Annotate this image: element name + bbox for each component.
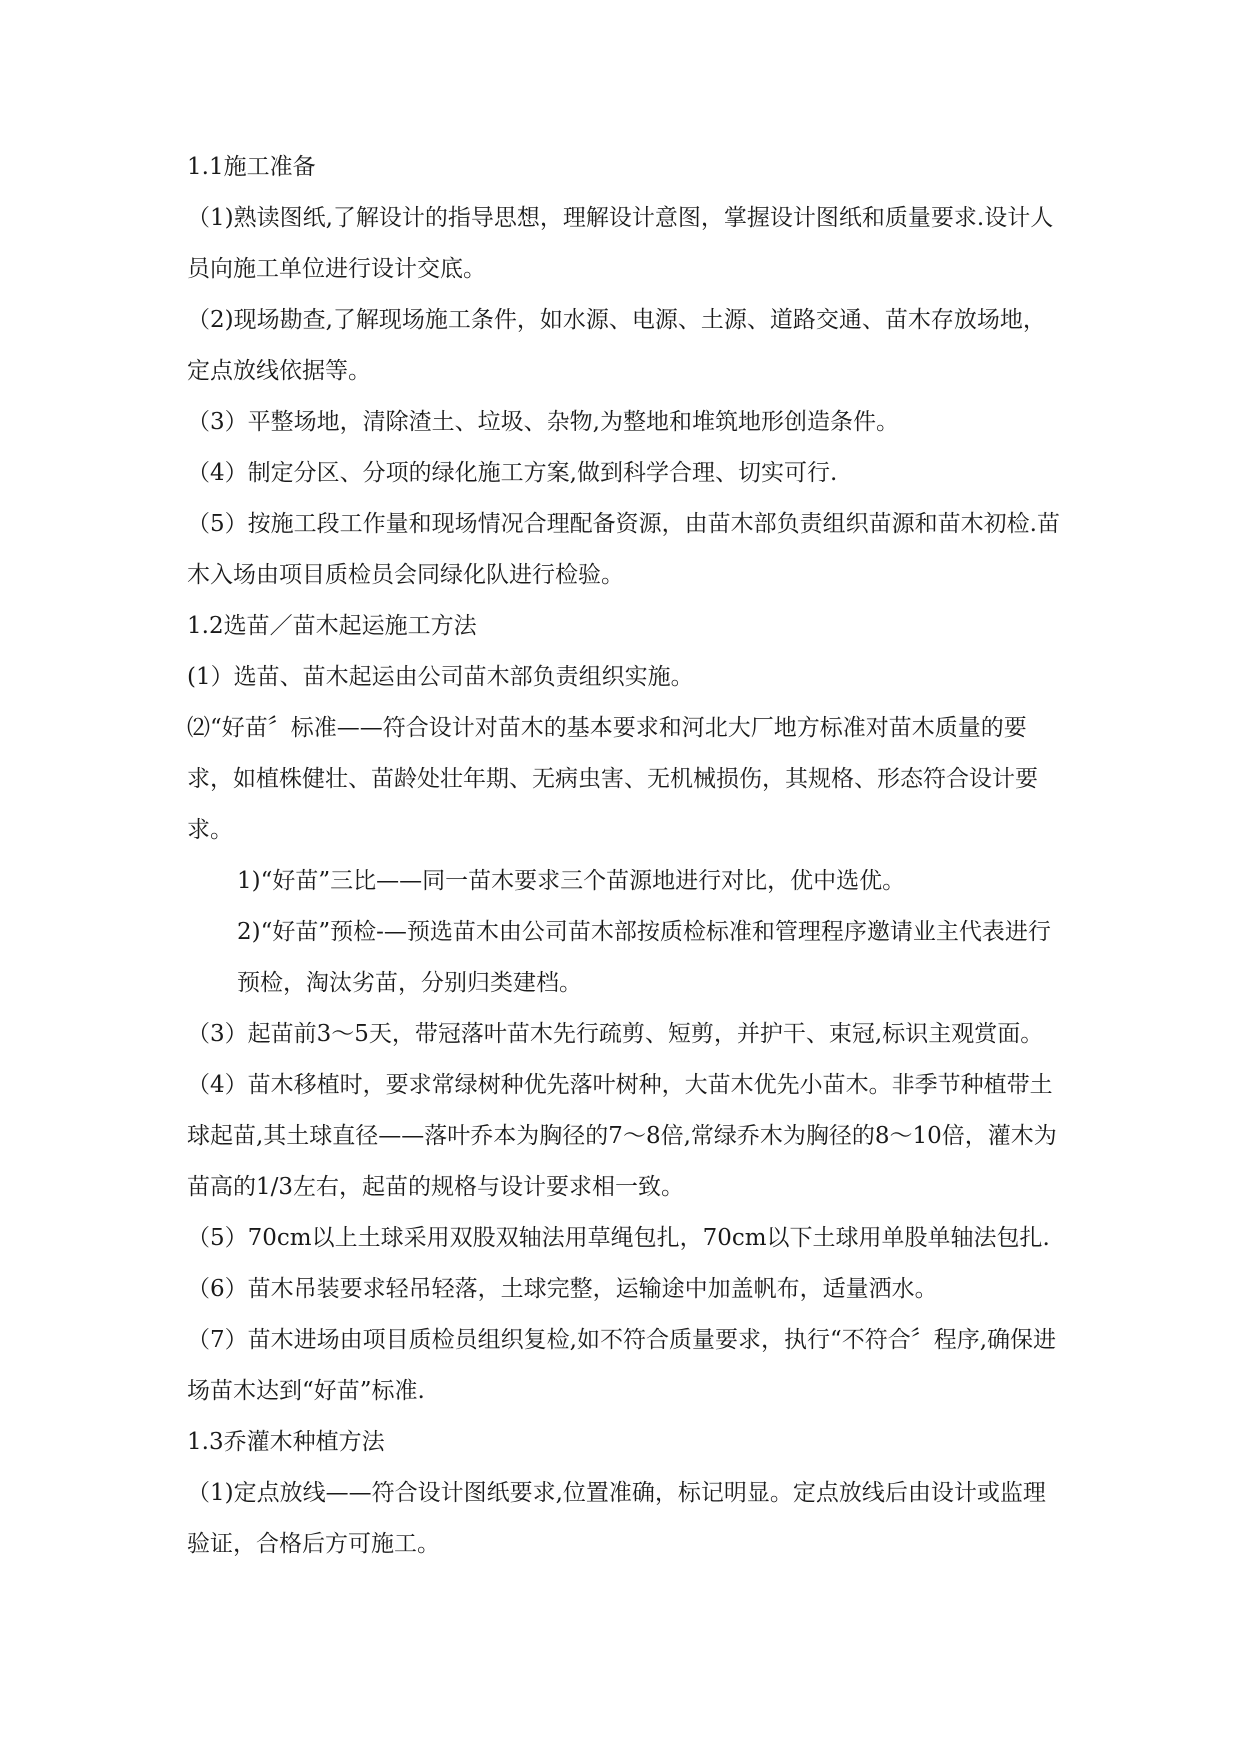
paragraph: （5）70cm以上土球采用双股双轴法用草绳包扎，70cm以下土球用单股单轴法包扎. bbox=[187, 1225, 1050, 1251]
paragraph: （5）按施工段工作量和现场情况合理配备资源，由苗木部负责组织苗源和苗木初检.苗木入场由项目质检员会同绿化队进行检验。 bbox=[187, 511, 1060, 588]
paragraph: （4）苗木移植时，要求常绿树种优先落叶树种，大苗木优先小苗木。非季节种植带土球起苗,其土球直径——落叶乔本为胸径的7～8倍,常绿乔木为胸径的8～10倍，灌木为苗高的1/3左右，起苗的规格与设计要求相一致。 bbox=[187, 1072, 1057, 1200]
section-heading-1-2: 1.2选苗／苗木起运施工方法 bbox=[187, 613, 477, 639]
paragraph: (1）选苗、苗木起运由公司苗木部负责组织实施。 bbox=[187, 664, 694, 690]
paragraph: （2)现场勘查,了解现场施工条件，如水源、电源、土源、道路交通、苗木存放场地，定点放线依据等。 bbox=[187, 307, 1046, 384]
paragraph: （6）苗木吊装要求轻吊轻落，土球完整，运输途中加盖帆布，适量洒水。 bbox=[187, 1276, 938, 1302]
paragraph: （4）制定分区、分项的绿化施工方案,做到科学合理、切实可行. bbox=[187, 460, 838, 486]
paragraph: （3）平整场地，清除渣土、垃圾、杂物,为整地和堆筑地形创造条件。 bbox=[187, 409, 899, 435]
paragraph: （7）苗木进场由项目质检员组织复检,如不符合质量要求，执行“不符合〞程序,确保进场苗木达到“好苗”标准. bbox=[187, 1327, 1057, 1404]
section-heading-1-1: 1.1施工准备 bbox=[187, 154, 316, 180]
paragraph: （1)熟读图纸,了解设计的指导思想，理解设计意图，掌握设计图纸和质量要求.设计人员向施工单位进行设计交底。 bbox=[187, 205, 1054, 282]
paragraph: （3）起苗前3～5天，带冠落叶苗木先行疏剪、短剪，并护干、束冠,标识主观赏面。 bbox=[187, 1021, 1044, 1047]
paragraph: ⑵“好苗〞标准——符合设计对苗木的基本要求和河北大厂地方标准对苗木质量的要求，如植株健壮、苗龄处壮年期、无病虫害、无机械损伤，其规格、形态符合设计要求。 bbox=[187, 715, 1038, 843]
sub-paragraph: 2)“好苗”预检-—预选苗木由公司苗木部按质检标准和管理程序邀请业主代表进行预检，淘汰劣苗，分别归类建档。 bbox=[237, 919, 1051, 996]
section-heading-1-3: 1.3乔灌木种植方法 bbox=[187, 1429, 385, 1455]
paragraph: （1)定点放线——符合设计图纸要求,位置准确，标记明显。定点放线后由设计或监理验证，合格后方可施工。 bbox=[187, 1480, 1046, 1557]
sub-paragraph: 1)“好苗”三比——同一苗木要求三个苗源地进行对比，优中选优。 bbox=[237, 868, 906, 894]
document-body bbox=[187, 142, 1067, 1570]
